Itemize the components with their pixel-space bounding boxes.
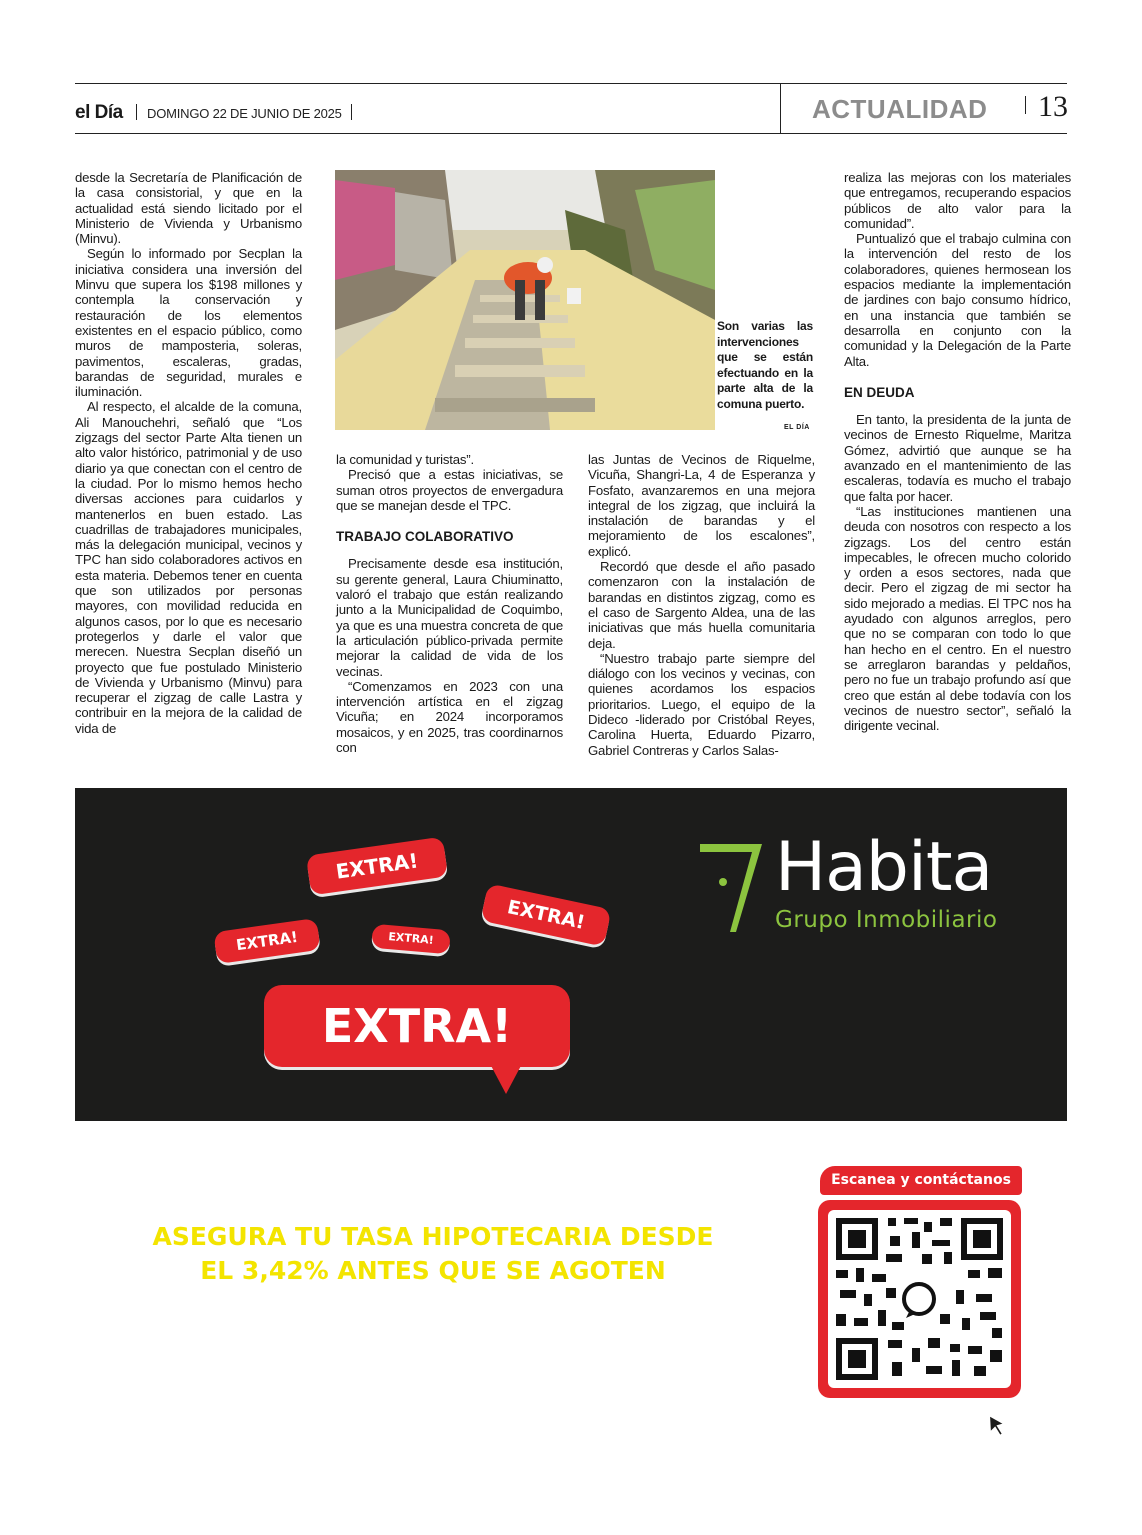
bubble-tail	[480, 1060, 530, 1100]
paragraph: las Juntas de Vecinos de Riquelme, Vicuña, Shangri-La, 4 de Esperanza y Fosfato, avanzaremos en una mejora integral de los zigzag, que incluirá la instalación de barandas y el mejoramiento de los escalones”, explicó.	[588, 452, 815, 559]
evaluation-text	[230, 1284, 610, 1346]
paragraph: Precisó que a estas iniciativas, se suman otros proyectos de envergadura que se manejan desde el TPC.	[336, 467, 563, 513]
qr-code-pattern	[828, 1210, 1011, 1388]
cursor-icon	[985, 1412, 1011, 1438]
header-bottom-rule	[75, 133, 1067, 134]
subheading: TRABAJO COLABORATIVO	[336, 529, 514, 545]
section-title: ACTUALIDAD	[812, 94, 988, 124]
instagram-icon	[862, 1411, 877, 1426]
brand-logo-text: Habita	[775, 828, 993, 907]
newspaper-brand: el Día	[75, 102, 123, 123]
header-top-rule	[75, 83, 1067, 84]
header-divider	[1025, 96, 1026, 114]
extra-bubble: EXTRA!	[213, 918, 320, 964]
stairs-photo-illustration	[335, 170, 715, 430]
extra-bubble: EXTRA!	[480, 883, 611, 946]
mortgage-rate-text: ASEGURA TU TASA HIPOTECARIA DESDE EL 3,42% ANTES QUE SE AGOTEN	[152, 1222, 714, 1285]
article-column-1	[75, 170, 302, 736]
qr-code-frame[interactable]	[818, 1200, 1021, 1398]
header-divider	[351, 104, 352, 120]
habita-logo-mark-icon	[700, 836, 770, 934]
facebook-icon	[842, 1411, 857, 1426]
issue-date: DOMINGO 22 DE JUNIO DE 2025	[147, 106, 342, 121]
paragraph: Según lo informado por Secplan la iniciativa considera una inversión del Minvu que supera los $198 millones y contempla la conservación y restauración de los elementos existentes en el espacio público, como muros de mamposteria, soleras, pavimentos, escaleras, gradas, barandas de seguridad, murales e iluminación.	[75, 246, 302, 400]
paragraph: Al respecto, el alcalde de la comuna, Ali Manouchehri, señaló que “Los zigzags del sector Parte Alta tienen un alto valor histórico, patrimonial y de uso diario ya que conectan con el centro de la ciudad. Por lo mismo hemos hecho diversas acciones para cuidarlos y mantenerlos en buen estado. Las cuadrillas de trabajadores municipales, más la delegación municipal, vecinos y TPC han sido colaboradores activos en esta materia. Debemos tener en cuenta que son utilizados por personas mayores, con movilidad reducida en algunos casos, por lo que es necesario protegerlos y darle el valor que merecen. Nuestra Secplan diseñó un proyecto que fue postulado Ministerio de Vivienda y Urbanismo (Minvu) para recuperar el zigzag de calle Lastra y contribuir en la mejora de la calidad de vida de	[75, 399, 302, 736]
extra-bubble: EXTRA!	[371, 924, 451, 955]
evaluation-line: Pre aprobamos en 24 hrs	[264, 1318, 576, 1343]
paragraph: En tanto, la presidenta de la junta de vecinos de Ernesto Riquelme, Maritza Gómez, advirtió que aunque se ha avanzado en el mantenimiento de las escaleras, todavía es mucho el trabajo que falta por hacer.	[844, 412, 1071, 504]
extra-bubble: EXTRA!	[306, 837, 448, 896]
website-link[interactable]: ihabita.cl	[885, 1409, 980, 1430]
article-column-2	[336, 452, 563, 755]
paragraph: desde la Secretaría de Planificación de la casa consistorial, y que en la actualidad está siendo licitado por el Ministerio de Vivienda y Urbanismo (Minvu).	[75, 170, 302, 247]
article-column-4	[844, 170, 1071, 733]
scan-label: Escanea y contáctanos	[820, 1166, 1022, 1195]
paragraph: “Nuestro trabajo parte siempre del diálogo con los vecinos y vecinas, con quienes acordamos los espacios prioritarios. Luego, el equipo de la Dideco -liderado por Cristóbal Reyes, Carolina Huerta, Eduardo Pizarro, Gabriel Contreras y Carlos Salas-	[588, 650, 815, 758]
social-icons	[842, 1409, 882, 1429]
header-divider	[136, 104, 137, 120]
photo-caption: Son varias las intervenciones que se están efectuando en la parte alta de la comuna puerto.	[717, 319, 813, 411]
paragraph: realiza las mejoras con los materiales que entregamos, recuperando espacios públicos de alto valor para la comunidad”.	[844, 170, 1071, 231]
qr-code[interactable]	[828, 1210, 1011, 1388]
subheading: EN DEUDA	[844, 384, 915, 400]
extra-main-bubble: EXTRA!	[264, 985, 570, 1067]
paragraph: “Las instituciones mantienen una deuda con nosotros con respecto a los zigzags. Los del centro están impecables, le ofrecen mucho colorido y orden a esos sectores, nada que decir. Pero el zigzag de mi sector ha sido mejorado a medias. El TPC nos ha ayudado con algunos arreglos, pero que no se comparan con todo lo que han hecho en el centro. En el nuestro se arreglaron barandas y peldaños, pero no fue un trabajo profundo así que creo que están al debe todavía con los vecinos de nuestro sector”, señaló la dirigente vecinal.	[844, 503, 1071, 734]
article-column-3	[588, 452, 815, 758]
page-number: 13	[1038, 90, 1068, 123]
paragraph: Recordó que desde el año pasado comenzaron con la instalación de barandas en distintos zigzag, como es el caso de Sargento Aldea, una de las iniciativas que más huella comunitaria deja.	[588, 559, 815, 651]
brand-subtitle: Grupo Inmobiliario	[775, 907, 998, 933]
paragraph: la comunidad y turistas”.	[336, 452, 474, 467]
ad-headline: ¡OPORTUNIDAD ÚNICA!	[125, 1128, 668, 1174]
header-divider	[780, 84, 781, 133]
evaluation-line: Te evaluamos y	[325, 1287, 515, 1312]
paragraph: Puntualizó que el trabajo culmina con la intervención del resto de los colaboradores, quienes hermosean los espacios mediante la implementación de jardines con bajo consumo hídrico, en una instancia que también se desarrolla en conjunto con la comunidad y la Delegación de la Parte Alta.	[844, 231, 1071, 369]
paragraph: “Comenzamos en 2023 con una intervención artística en el zigzag Vicuña; en 2024 incorporamos mosaicos, y en 2025, tras coordinarnos con	[336, 678, 563, 756]
paragraph: Precisamente desde esa institución, su gerente general, Laura Chiuminatto, valoró el trabajo que están realizando junto a la Municipalidad de Coquimbo, ya que es una muestra concreta de que la articulación público-privada permite mejorar la calidad de vida de los vecinas.	[336, 556, 563, 679]
photo-credit: EL DÍA	[784, 424, 810, 431]
article-photo	[335, 170, 715, 430]
